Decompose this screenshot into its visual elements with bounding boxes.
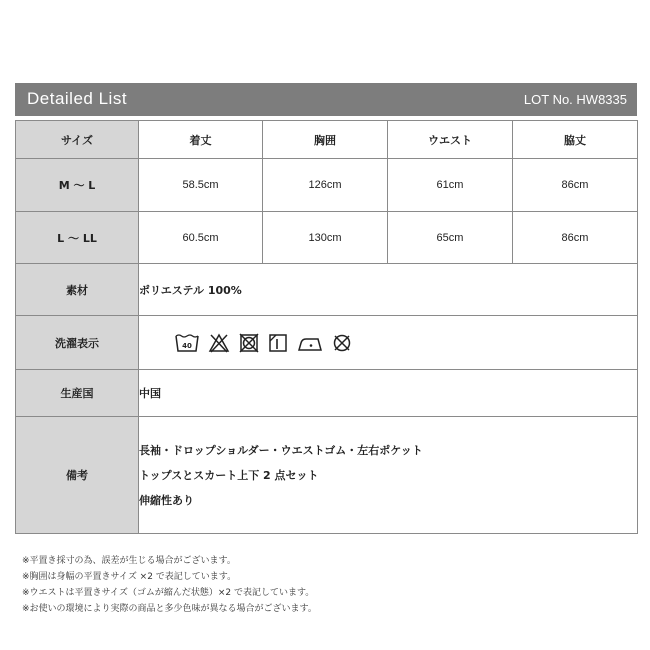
column-header-side-length: 脇丈 [513,121,638,159]
size-name: M ～ L [16,159,139,212]
no-bleach-icon [208,333,230,353]
iron-low-icon [297,333,323,353]
no-dry-clean-icon [332,333,352,353]
footnote: ※お使いの環境により実際の商品と多少色味が異なる場合がございます。 [22,604,317,614]
size-name: L ～ LL [16,212,139,264]
header-title: Detailed List [27,89,128,108]
length-value: 60.5cm [139,212,263,264]
care-icons [175,333,637,353]
footnotes [22,553,317,617]
remarks-cell [139,417,638,534]
column-header-chest: 胸囲 [263,121,388,159]
size-header-row [16,121,638,159]
material-label: 素材 [16,264,139,316]
no-tumble-dry-icon [239,333,259,353]
material-row [16,264,638,316]
origin-label: 生産国 [16,370,139,417]
remarks-line: トップスとスカート上下 2 点セット [139,468,319,482]
column-header-length: 着丈 [139,121,263,159]
waist-value: 65cm [388,212,513,264]
table-row [16,159,638,212]
chest-value: 130cm [263,212,388,264]
origin-value: 中国 [139,370,638,417]
material-value: ポリエステル 100% [139,264,638,316]
remarks-row [16,417,638,534]
spec-table [15,120,638,534]
line-dry-shade-icon [268,333,288,353]
care-icons-cell [139,316,638,370]
lot-number: LOT No. HW8335 [523,92,627,107]
footnote: ※胸囲は身幅の平置きサイズ ×2 で表記しています。 [22,572,237,582]
chest-value: 126cm [263,159,388,212]
length-value: 58.5cm [139,159,263,212]
footnote: ※ウエストは平置きサイズ（ゴムが縮んだ状態）×2 で表記しています。 [22,588,315,598]
size-label: サイズ [16,121,139,159]
table-row [16,212,638,264]
waist-value: 61cm [388,159,513,212]
side-length-value: 86cm [513,159,638,212]
remarks-line: 長袖・ドロップショルダー・ウエストゴム・左右ポケット [139,443,423,457]
wash-temp: 40 [182,341,192,350]
origin-row [16,370,638,417]
column-header-waist: ウエスト [388,121,513,159]
side-length-value: 86cm [513,212,638,264]
care-row [16,316,638,370]
detailed-list-header [15,83,637,116]
footnote: ※平置き採寸の為、誤差が生じる場合がございます。 [22,556,236,566]
care-label: 洗濯表示 [16,316,139,370]
remarks-line: 伸縮性あり [139,493,194,507]
wash-40-icon [175,333,199,353]
remarks-label: 備考 [16,417,139,534]
